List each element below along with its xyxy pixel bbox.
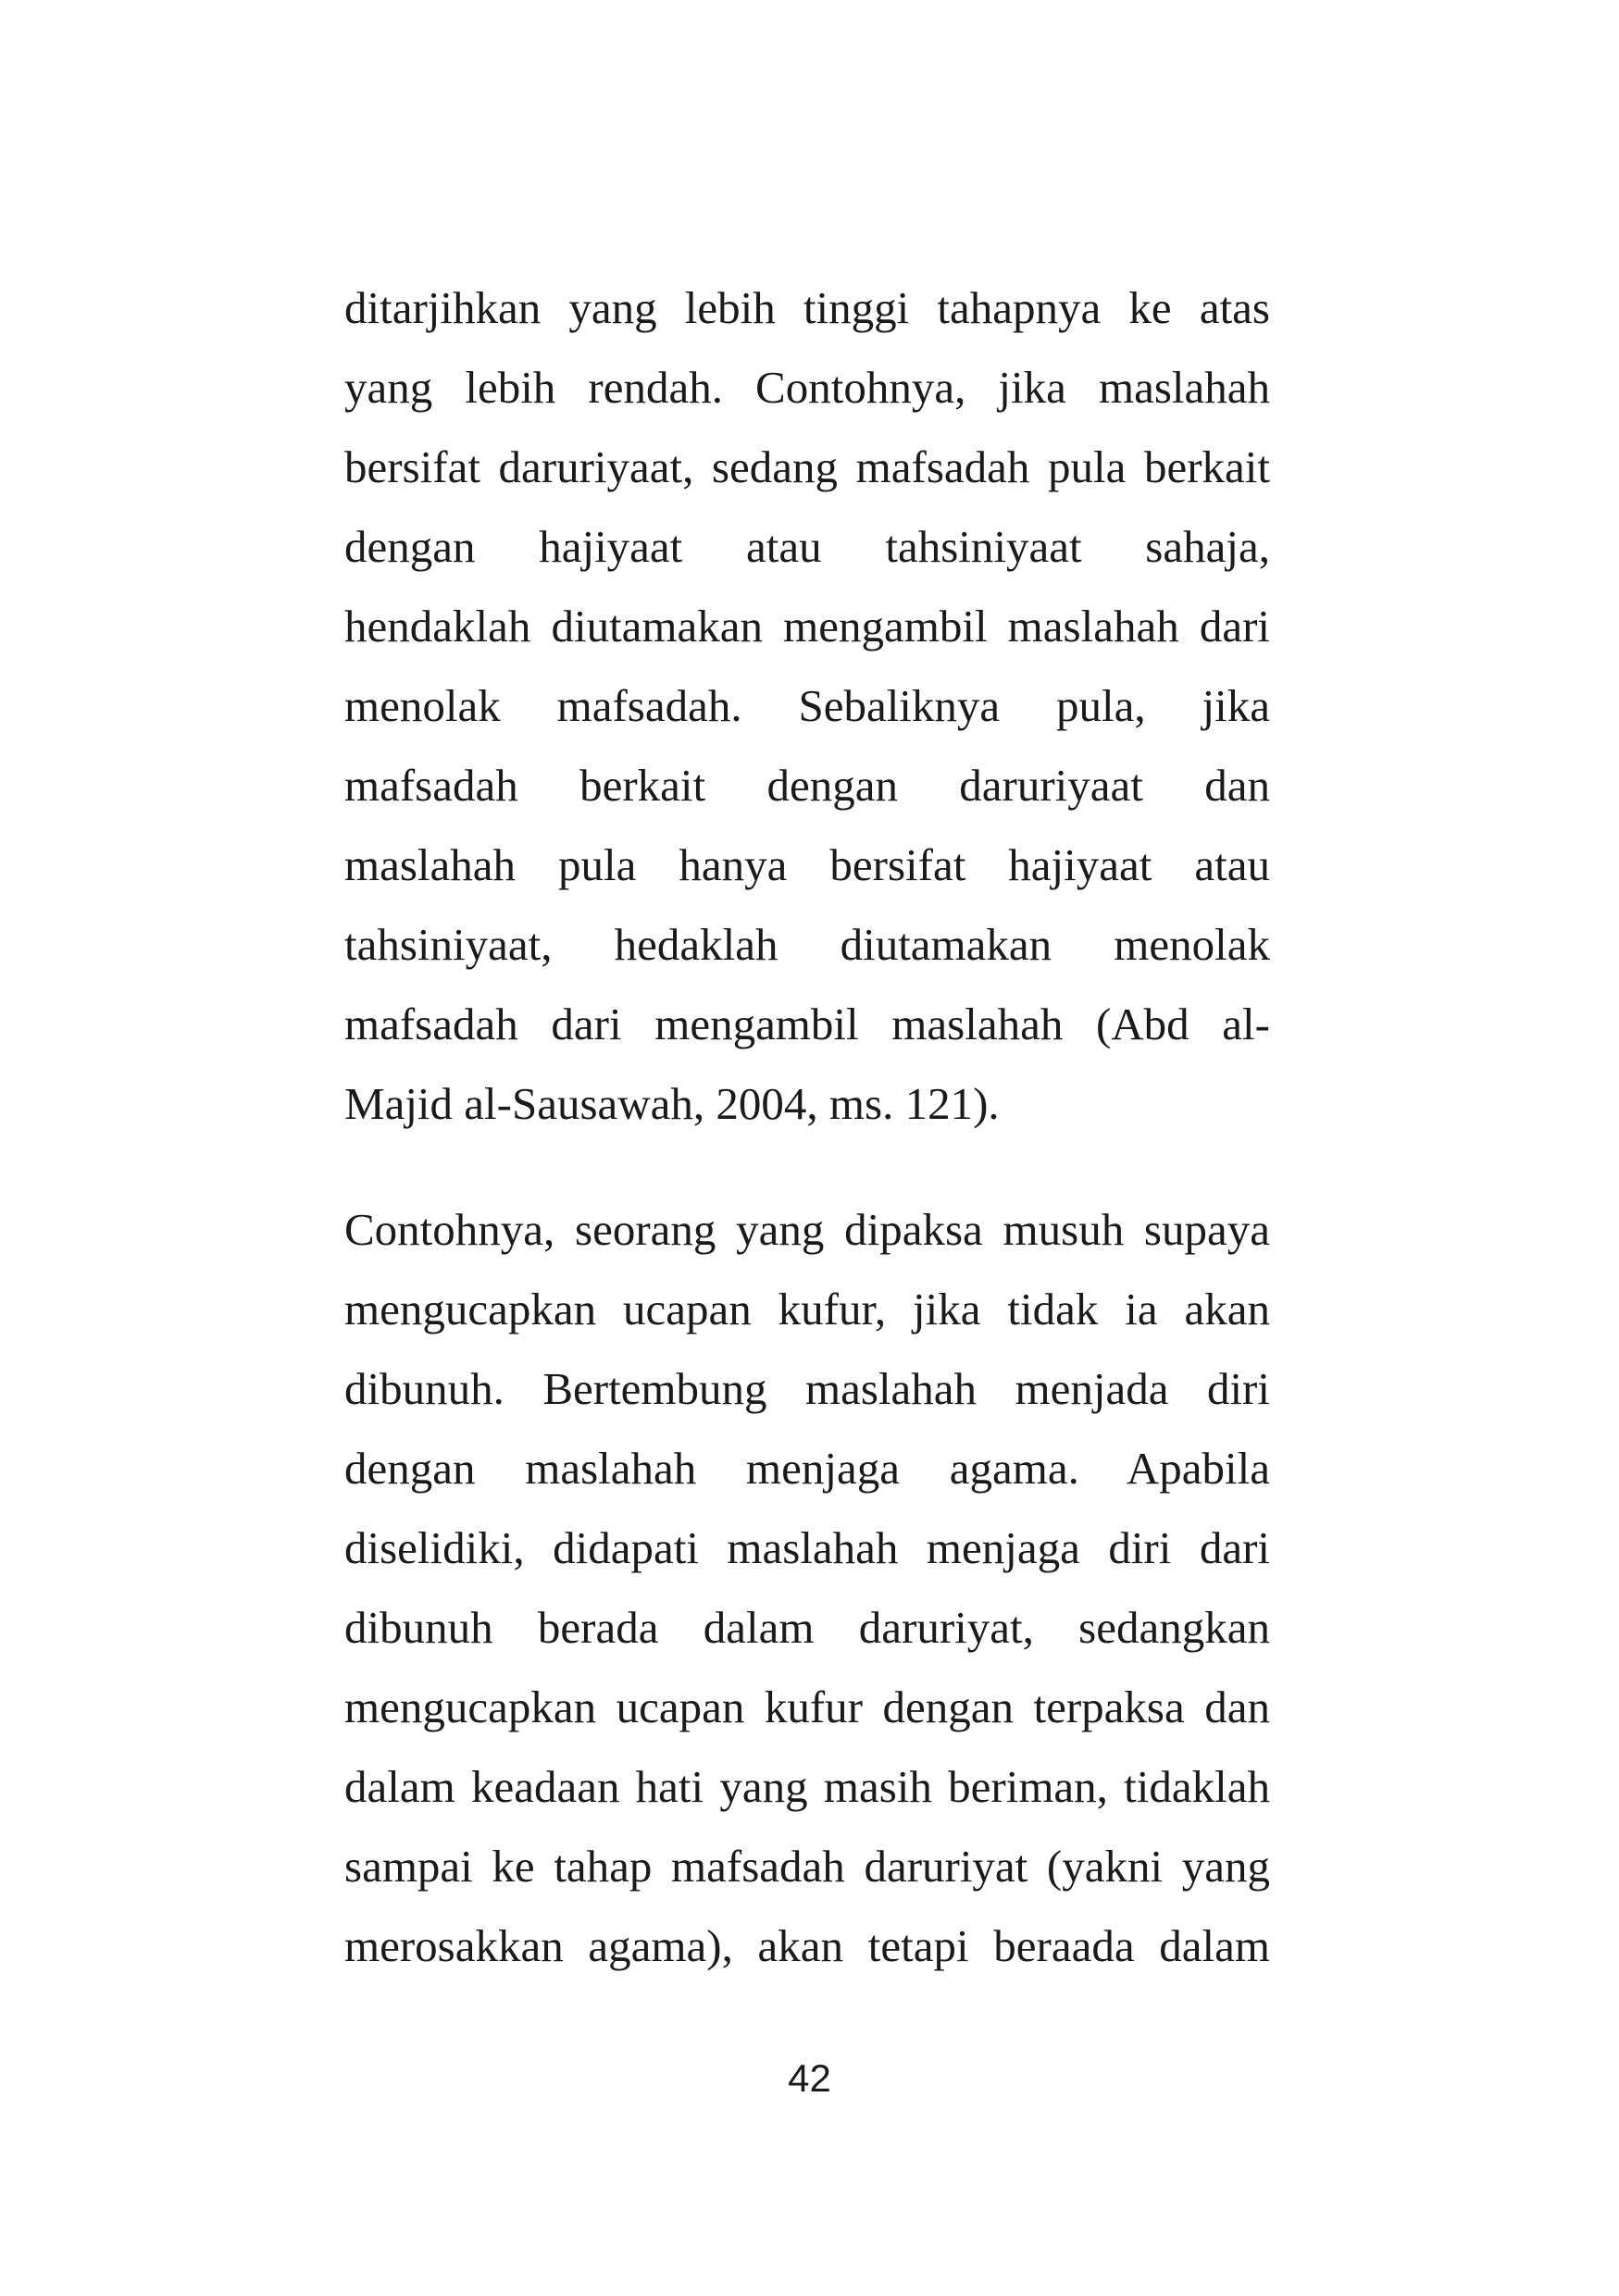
paragraph-2: [344, 1190, 1270, 1986]
text-line: mafsadah dari mengambil maslahah (Abd al-: [344, 999, 1270, 1049]
text-line: bersifat daruriyaat, sedang mafsadah pula berkait: [344, 441, 1270, 492]
text-line: diselidiki, didapati maslahah menjaga diri dari: [344, 1522, 1270, 1573]
text-line: hendaklah diutamakan mengambil maslahah dari: [344, 601, 1270, 652]
text-line: sampai ke tahap mafsadah daruriyat (yakni yang: [344, 1841, 1270, 1892]
text-line: dibunuh berada dalam daruriyat, sedangkan: [344, 1602, 1270, 1653]
text-line: dalam keadaan hati yang masih beriman, tidaklah: [344, 1761, 1270, 1812]
text-line: merosakkan agama), akan tetapi beraada dalam: [344, 1920, 1270, 1971]
text-line: Majid al-Sausawah, 2004, ms. 121).: [344, 1078, 1000, 1129]
text-line: menolak mafsadah. Sebaliknya pula, jika: [344, 680, 1270, 731]
text-line: mengucapkan ucapan kufur dengan terpaksa dan: [344, 1682, 1270, 1732]
text-line: dengan hajiyaat atau tahsiniyaat sahaja,: [344, 521, 1270, 572]
text-line: mengucapkan ucapan kufur, jika tidak ia akan: [344, 1284, 1270, 1334]
text-line: yang lebih rendah. Contohnya, jika maslahah: [344, 362, 1270, 413]
text-line: mafsadah berkait dengan daruriyaat dan: [344, 760, 1270, 811]
text-line: dibunuh. Bertembung maslahah menjada diri: [344, 1363, 1270, 1414]
text-line: dengan maslahah menjaga agama. Apabila: [344, 1443, 1270, 1494]
text-line: ditarjihkan yang lebih tinggi tahapnya ke atas: [344, 282, 1270, 333]
page-number: 42: [788, 2056, 831, 2100]
paragraph-1: [344, 268, 1270, 1144]
text-line: Contohnya, seorang yang dipaksa musuh supaya: [344, 1204, 1270, 1255]
text-line: tahsiniyaat, hedaklah diutamakan menolak: [344, 919, 1270, 970]
text-line: maslahah pula hanya bersifat hajiyaat atau: [344, 839, 1270, 890]
